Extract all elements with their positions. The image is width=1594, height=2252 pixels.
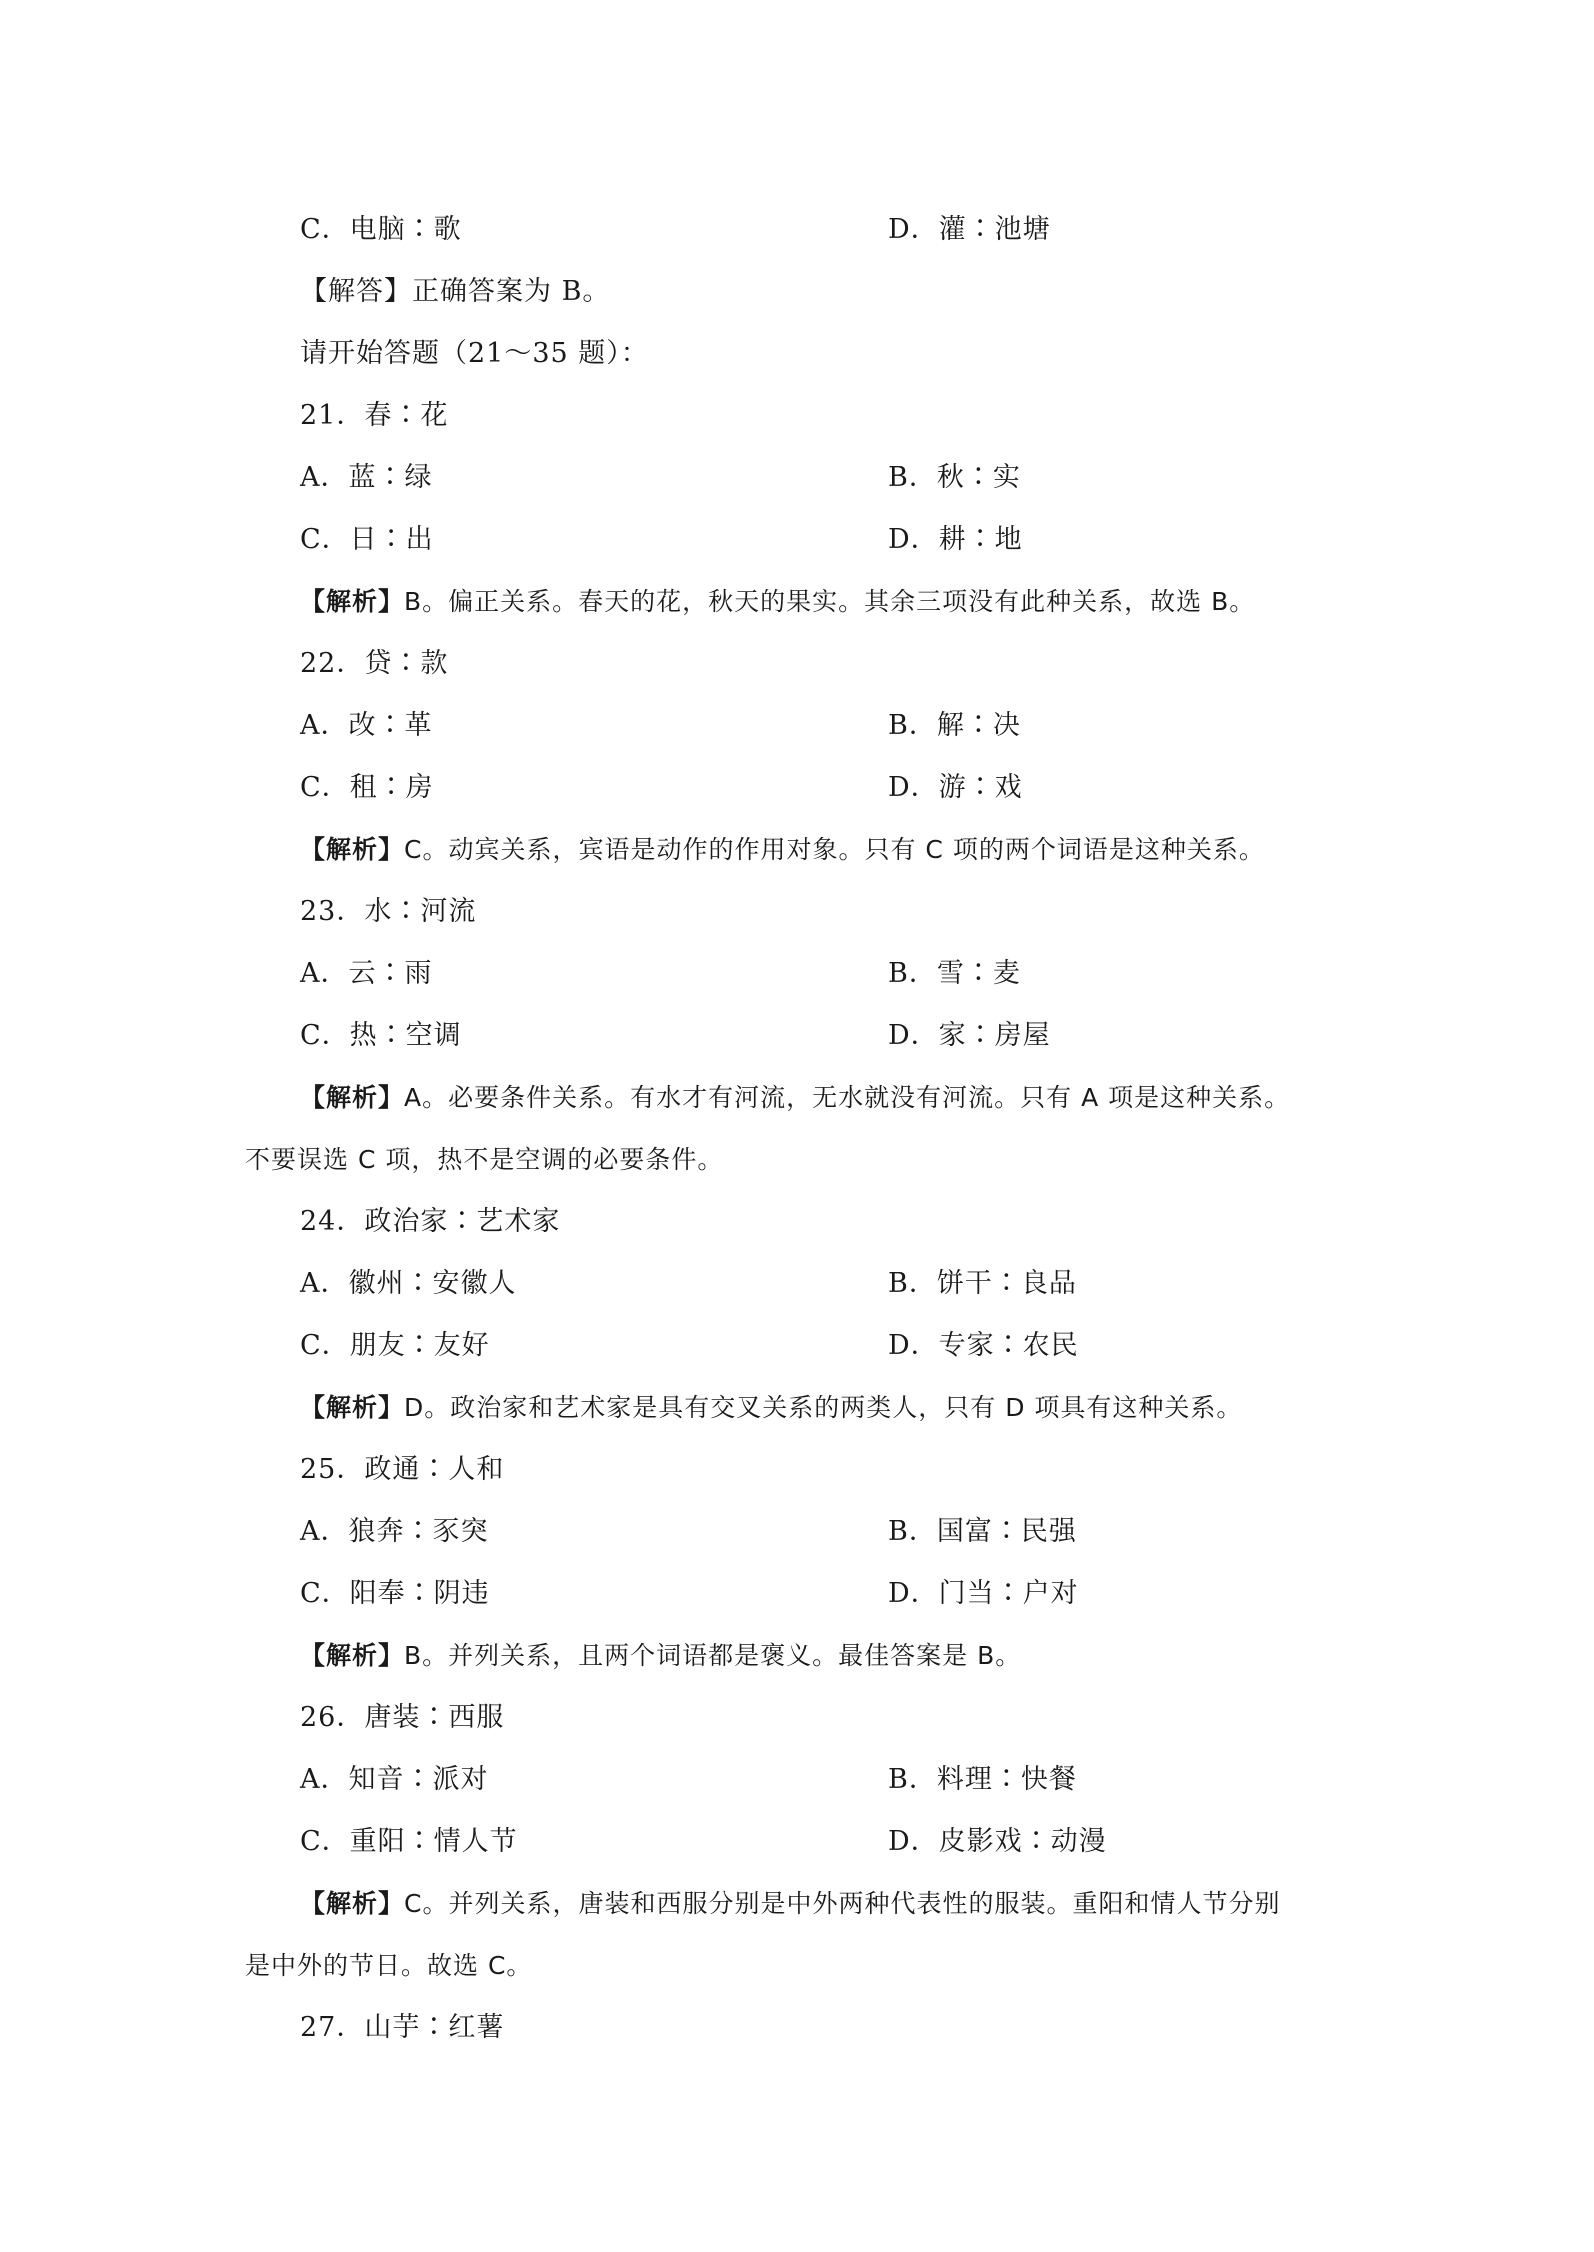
option-c: C．阳奉∶阴违 [300, 1578, 490, 1609]
explanation [300, 584, 1255, 620]
explanation-text: B。偏正关系。春天的花，秋天的果实。其余三项没有此种关系，故选 B。 [404, 587, 1256, 616]
explanation-text: D。政治家和艺术家是具有交叉关系的两类人，只有 D 项具有这种关系。 [404, 1393, 1243, 1422]
option-c: C．热∶空调 [300, 1020, 462, 1051]
question-stem: 25．政通∶人和 [300, 1454, 505, 1485]
explanation-tag: 【解析】 [300, 835, 405, 864]
option-c: C．朋友∶友好 [300, 1330, 490, 1361]
option-a: A．云∶雨 [300, 958, 433, 989]
option-d: D．家∶房屋 [888, 1020, 1051, 1051]
option-b: B．料理∶快餐 [888, 1764, 1077, 1795]
option-d: D．专家∶农民 [888, 1330, 1079, 1361]
option-b: B．解∶决 [888, 710, 1021, 741]
option-a: A．狼奔∶豕突 [300, 1516, 489, 1547]
explanation-text: C。动宾关系，宾语是动作的作用对象。只有 C 项的两个词语是这种关系。 [404, 835, 1265, 864]
question-stem: 21．春∶花 [300, 400, 449, 431]
option-c: C．日∶出 [300, 524, 434, 555]
option-c: C．电脑∶歌 [300, 214, 462, 245]
option-b: B．国富∶民强 [888, 1516, 1077, 1547]
explanation [300, 832, 1265, 868]
explanation-text: B。并列关系，且两个词语都是褒义。最佳答案是 B。 [404, 1641, 1022, 1670]
question-stem: 23．水∶河流 [300, 896, 477, 927]
option-d: D．游∶戏 [888, 772, 1023, 803]
option-c: C．租∶房 [300, 772, 434, 803]
explanation-text: C。并列关系，唐装和西服分别是中外两种代表性的服装。重阳和情人节分别 [404, 1889, 1281, 1918]
option-d: D．皮影戏∶动漫 [888, 1826, 1107, 1857]
option-a: A．改∶革 [300, 710, 433, 741]
explanation-tag: 【解析】 [300, 1641, 405, 1670]
option-d: D．门当∶户对 [888, 1578, 1079, 1609]
answer-line [300, 274, 610, 310]
instruction: 请开始答题（21～35 题）： [300, 338, 649, 369]
explanation-tag: 【解析】 [300, 1393, 405, 1422]
question-stem: 26．唐装∶西服 [300, 1702, 505, 1733]
option-c: C．重阳∶情人节 [300, 1826, 518, 1857]
explanation-text: A。必要条件关系。有水才有河流，无水就没有河流。只有 A 项是这种关系。 [404, 1083, 1291, 1112]
option-a: A．知音∶派对 [300, 1764, 489, 1795]
option-a: A．徽州∶安徽人 [300, 1268, 517, 1299]
explanation-tag: 【解析】 [300, 587, 405, 616]
option-d: D．耕∶地 [888, 524, 1023, 555]
option-a: A．蓝∶绿 [300, 462, 433, 493]
option-d: D．灌∶池塘 [888, 214, 1051, 245]
explanation-tag: 【解析】 [300, 1889, 405, 1918]
option-b: B．雪∶麦 [888, 958, 1021, 989]
answer-text: 正确答案为 B。 [412, 276, 611, 307]
explanation [300, 1886, 1280, 1922]
explanation [300, 1390, 1242, 1426]
question-stem: 27．山芋∶红薯 [300, 2012, 505, 2043]
explanation [300, 1080, 1290, 1116]
option-b: B．饼干∶良品 [888, 1268, 1077, 1299]
explanation-tag: 【解析】 [300, 1083, 405, 1112]
explanation-continued: 是中外的节日。故选 C。 [245, 1951, 533, 1980]
question-stem: 22．贷∶款 [300, 648, 449, 679]
explanation-continued: 不要误选 C 项，热不是空调的必要条件。 [245, 1145, 724, 1174]
option-b: B．秋∶实 [888, 462, 1021, 493]
explanation [300, 1638, 1021, 1674]
question-stem: 24．政治家∶艺术家 [300, 1206, 561, 1237]
answer-tag: 【解答】 [300, 276, 412, 307]
